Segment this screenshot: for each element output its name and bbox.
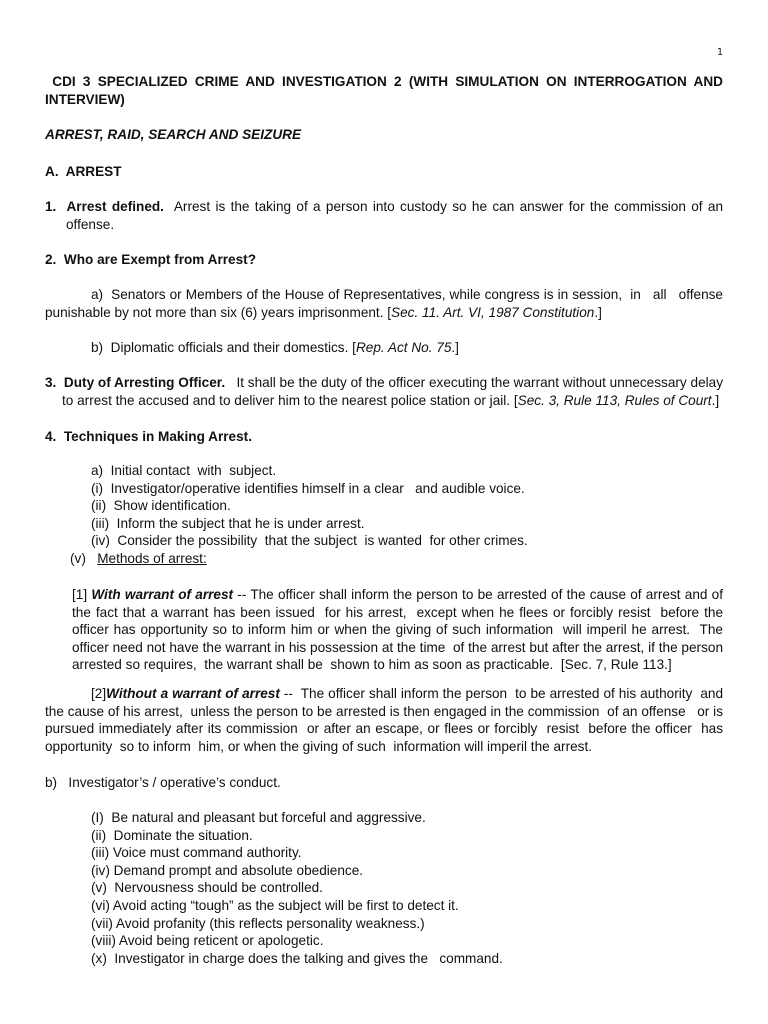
list-item: a) Initial contact with subject. bbox=[91, 463, 277, 478]
item-1-heading: Arrest defined. bbox=[66, 199, 164, 214]
item-2a-reference: Sec. 11. Art. VI, 1987 Constitution bbox=[391, 304, 595, 320]
list-item: (vii) Avoid profanity (this reflects personality weakness.) bbox=[91, 915, 425, 931]
conduct-heading: b) Investigator’s / operative’s conduct. bbox=[45, 775, 281, 790]
method-with-warrant bbox=[45, 586, 727, 674]
list-item: (viii) Avoid being reticent or apologetic. bbox=[91, 933, 324, 949]
methods-label: Methods of arrest: bbox=[97, 551, 207, 566]
item-1-arrest-defined bbox=[45, 198, 727, 233]
item-2-heading: 2. Who are Exempt from Arrest? bbox=[45, 252, 257, 267]
item-4-heading: 4. Techniques in Making Arrest. bbox=[45, 429, 252, 444]
list-item: (I) Be natural and pleasant but forceful and aggressive. bbox=[91, 810, 426, 825]
item-3-heading: Duty of Arresting Officer. bbox=[63, 375, 226, 390]
conduct-list bbox=[45, 809, 723, 967]
list-item: (iii) Inform the subject that he is under arrest. bbox=[91, 515, 365, 531]
item-2a-text: a) Senators or Members of the House of Representatives, while congress is in session, in all offense punishable by not more than six (6) years imprisonment. [ bbox=[45, 287, 727, 320]
list-item: (x) Investigator in charge does the talking and gives the command. bbox=[91, 950, 503, 966]
method-2-text: -- The officer shall inform the person to be arrested of his authority and the cause of his arrest, unless the person to be arrested is then engaged in the commission of an offense or is pursued immediately after its commission or after an escape, or flees or forcibly resist before the officer has opportunity so to inform him, or when the giving of such information will imperil the arrest. bbox=[45, 686, 727, 754]
methods-of-arrest bbox=[45, 550, 723, 568]
list-item: (iv) Demand prompt and absolute obedience. bbox=[91, 862, 364, 878]
item-2b-close: .] bbox=[451, 340, 459, 355]
method-2-heading: Without a warrant of arrest bbox=[106, 686, 280, 701]
list-item: (vi) Avoid acting “tough” as the subject will be first to detect it. bbox=[91, 897, 459, 913]
methods-number: (v) bbox=[70, 551, 98, 566]
list-item: (iv) Consider the possibility that the subject is wanted for other crimes. bbox=[91, 533, 528, 549]
techniques-list bbox=[45, 462, 723, 550]
item-3-text: It shall be the duty of the officer executing the warrant without unnecessary delay to arrest the accused and to deliver him to the nearest police station or jail. [ bbox=[62, 375, 727, 408]
document-subtitle: ARREST, RAID, SEARCH AND SEIZURE bbox=[45, 127, 302, 142]
item-3-close: .] bbox=[711, 392, 720, 408]
item-3-reference: Sec. 3, Rule 113, Rules of Court bbox=[517, 392, 712, 408]
item-2b-paragraph bbox=[45, 339, 723, 357]
list-item: (v) Nervousness should be controlled. bbox=[91, 880, 323, 896]
document-title: CDI 3 SPECIALIZED CRIME AND INVESTIGATION 2 (WITH SIMULATION ON INTERROGATION AND INTERVIEW) bbox=[45, 74, 727, 107]
list-item: (iii) Voice must command authority. bbox=[91, 845, 302, 861]
method-1-heading: With warrant of arrest bbox=[91, 587, 234, 602]
item-2b-reference: Rep. Act No. 75 bbox=[355, 340, 452, 355]
method-without-warrant bbox=[45, 685, 727, 755]
item-1-number: 1. bbox=[45, 199, 67, 214]
section-a-heading: A. ARREST bbox=[45, 164, 122, 179]
list-item: (ii) Show identification. bbox=[91, 498, 231, 514]
item-2a-paragraph bbox=[45, 286, 727, 321]
item-2a-close: .] bbox=[594, 304, 602, 320]
method-2-number: [2] bbox=[91, 686, 107, 701]
item-1-text: Arrest is the taking of a person into custody so he can answer for the commission of an offense. bbox=[66, 199, 727, 232]
list-item: (ii) Dominate the situation. bbox=[91, 827, 253, 843]
item-3-number: 3. bbox=[45, 375, 64, 390]
item-2b-text: b) Diplomatic officials and their domestics. [ bbox=[91, 340, 356, 355]
page-number: 1 bbox=[716, 47, 723, 58]
item-3-duty bbox=[45, 374, 727, 409]
list-item: (i) Investigator/operative identifies himself in a clear and audible voice. bbox=[91, 480, 525, 496]
method-1-text: -- The officer shall inform the person to be arrested of the cause of arrest and of the fact that a warrant has been issued for his arrest, except when he flees or forcibly resist before the officer has opportunity so to inform him or when the giving of such information will imperil he arrest. The officer need not have the warrant in his possession at the time of the arrest but after the arrest, if the person arrested so requires, the warrant shall be shown to him as soon as practicable. [Sec. 7, Rule 113.] bbox=[72, 587, 727, 673]
method-1-number: [1] bbox=[72, 587, 92, 602]
